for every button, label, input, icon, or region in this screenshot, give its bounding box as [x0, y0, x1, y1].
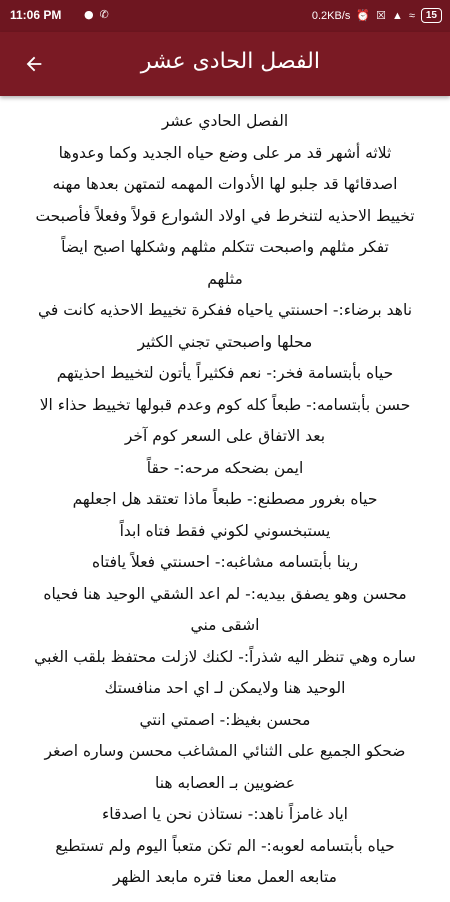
- text-line: الوحيد هنا ولايمكن لـ اي احد منافستك: [104, 679, 346, 697]
- text-line: متابعه العمل معنا فتره مابعد الظهر: [113, 868, 337, 886]
- battery-indicator: 15: [421, 8, 442, 23]
- text-line: حياه بأبتسامة فخر:- نعم فكثيراً يأتون لتخييط احذيتهم: [56, 364, 394, 382]
- text-line: مثلهم: [207, 269, 243, 288]
- page-title: الفصل الحادى عشر: [140, 49, 320, 74]
- status-bar: [0, 0, 450, 32]
- text-line: حياه بأبتسامه لعوبه:- الم تكن متعباً اليوم ولم تستطيع: [55, 836, 395, 855]
- text-line: تخييط الاحذيه لتنخرط في اولاد الشوارع قولاً وفعلاً فأصبحت: [35, 206, 415, 225]
- text-line: اصدقائها قد جلبو لها الأدوات المهمه لتمتهن بعدها مهنه: [52, 175, 398, 193]
- text-line: اياد غامزاً ناهد:- نستاذن نحن يا اصدقاء: [102, 805, 348, 823]
- notification-icons: [84, 8, 115, 21]
- text-line: ناهد برضاء:- احسنتي ياحياه ففكرة تخييط الاحذيه كانت في: [37, 301, 413, 319]
- text-line: ايمن بضحكه مرحه:- حقاً: [146, 458, 304, 477]
- chapter-text: [14, 104, 436, 902]
- arrow-back-icon: [23, 53, 45, 75]
- text-line: حسن بأبتسامه:- طبعاً كله كوم وعدم قبولها تخييط حذاء الا: [39, 395, 411, 414]
- alarm-icon: ⏰: [356, 10, 371, 22]
- text-line: محلها واصبحتي تجني الكثير: [137, 332, 313, 351]
- wifi-icon: ≈: [408, 9, 415, 22]
- message-icon: ●: [84, 8, 94, 21]
- app-bar: [0, 32, 450, 96]
- status-right-group: [312, 8, 442, 23]
- signal-icon: ▲: [391, 9, 403, 22]
- whatsapp-icon: ✆: [99, 8, 109, 21]
- status-time: 11:06 PM: [10, 8, 62, 22]
- text-line: رينا بأبتسامه مشاغبه:- احسنتي فعلاً يافتاه: [92, 553, 358, 571]
- text-line: ساره وهي تنظر اليه شذراً:- لكنك لازلت محتفظ بلقب الغبي: [34, 647, 416, 666]
- text-line: محسن بغيظ:- اصمتي انتي: [139, 710, 311, 729]
- text-line: ضحكو الجميع على الثنائي المشاغب محسن وساره اصغر: [44, 742, 406, 760]
- back-button[interactable]: [16, 46, 52, 82]
- text-line: تفكر مثلهم واصبحت تتكلم مثلهم وشكلها اصبح ايضاً: [61, 238, 389, 256]
- text-line: يستبخسوني لكوني فقط فتاه ابداً: [119, 521, 331, 540]
- text-line: بعد الاتفاق على السعر كوم آخر: [124, 427, 326, 445]
- sim-x-icon: ☒: [376, 10, 386, 22]
- network-speed: 0.2KB/s: [311, 9, 351, 22]
- text-line: ثلاثه أشهر قد مر على وضع حياه الجديد وكما وعدوها: [58, 143, 392, 162]
- text-line: الفصل الحادي عشر: [161, 112, 289, 130]
- text-line: حياه بغرور مصطنع:- طبعاً ماذا تعتقد هل اجعلهم: [72, 490, 378, 508]
- text-line: محسن وهو يصفق بيديه:- لم اعد الشقي الوحيد هنا فحياه: [43, 584, 407, 603]
- text-line: عضويين بـ العصابه هنا: [155, 773, 295, 792]
- text-line: اشقى مني: [190, 616, 260, 634]
